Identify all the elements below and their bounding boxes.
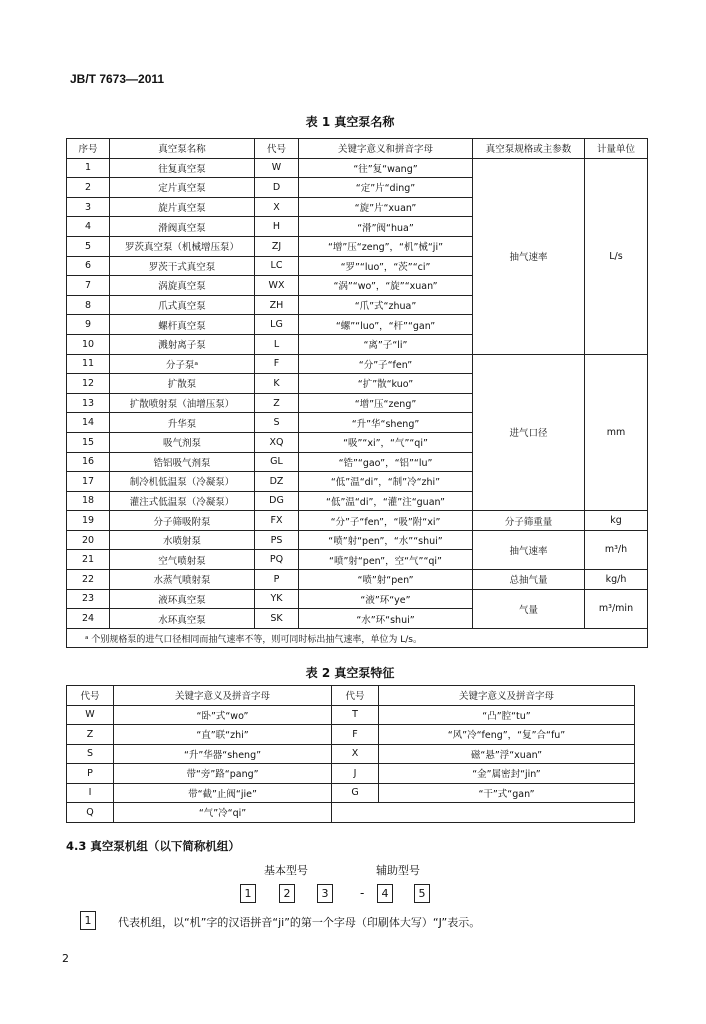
table1-cell: 9 — [67, 315, 110, 335]
table1-cell: FX — [255, 511, 299, 531]
table1-header-cell: 代号 — [255, 139, 299, 159]
model-box-4: 4 — [377, 884, 393, 903]
table1-cell: 19 — [67, 511, 110, 531]
table1-cell: 8 — [67, 295, 110, 315]
table1-param-cell: 抽气速率 — [473, 530, 585, 569]
table1-cell: 24 — [67, 609, 110, 629]
table1-cell: 分子泵ᵃ — [110, 354, 255, 374]
table1-cell: S — [255, 413, 299, 433]
table2-row — [67, 803, 635, 823]
table2-cell: “风”冷“feng”，“复”合“fu” — [379, 725, 635, 745]
table1-cell: 吸气剂泵 — [110, 432, 255, 452]
table1-cell: DZ — [255, 472, 299, 492]
table2-cell: 带“截”止阀“jie” — [114, 783, 332, 803]
table1-cell: 升华泵 — [110, 413, 255, 433]
table1-cell: 10 — [67, 334, 110, 354]
table1-cell: 5 — [67, 236, 110, 256]
table1-cell: “扩”散“kuo” — [299, 374, 473, 394]
table1-unit-cell: mm — [585, 354, 648, 511]
table1-cell: 1 — [67, 158, 110, 178]
page-number: 2 — [62, 952, 69, 965]
model-dash: - — [360, 886, 365, 900]
table1-cell: 制冷机低温泵（冷凝泵） — [110, 472, 255, 492]
table1-header-cell: 真空泵规格或主参数 — [473, 139, 585, 159]
table2-row — [67, 744, 635, 764]
table1-cell: 20 — [67, 530, 110, 550]
table1-cell: 罗茨真空泵（机械增压泵） — [110, 236, 255, 256]
table1-param-cell: 进气口径 — [473, 354, 585, 511]
table1-cell: 水蒸气喷射泵 — [110, 570, 255, 590]
table1-cell: SK — [255, 609, 299, 629]
table1-cell: “喷”射“pen”，空“气”“qi” — [299, 550, 473, 570]
table1-cell: P — [255, 570, 299, 590]
table2-cell: I — [67, 783, 114, 803]
table1-cell: “喷”射“pen”，“水”“shui” — [299, 530, 473, 550]
table2-row — [67, 725, 635, 745]
table2-cell: X — [332, 744, 379, 764]
table1-header-cell: 序号 — [67, 139, 110, 159]
table1-unit-cell: m³/h — [585, 530, 648, 569]
table1-cell: H — [255, 217, 299, 237]
table2-cell: “金”属密封“jin” — [379, 764, 635, 784]
table1-cell: “定”片“ding” — [299, 178, 473, 198]
table2-row — [67, 783, 635, 803]
table1-caption: 表 1 真空泵名称 — [305, 115, 395, 129]
table1-cell: “升”华“sheng” — [299, 413, 473, 433]
section-title: 4.3 真空泵机组（以下简称机组） — [66, 839, 240, 853]
table1-note-row — [67, 628, 648, 648]
table1-cell: “涡”“wo”，“旋”“xuan” — [299, 276, 473, 296]
model-box-3: 3 — [317, 884, 333, 903]
table1-cell: “锆”“gao”，“铝”“lu” — [299, 452, 473, 472]
table2-cell: Q — [67, 803, 114, 823]
table2-header-cell: 关键字意义及拼音字母 — [114, 686, 332, 706]
table1-cell: “滑”阀“hua” — [299, 217, 473, 237]
table1-cell: 21 — [67, 550, 110, 570]
table1-cell: “离”子“li” — [299, 334, 473, 354]
table1-cell: D — [255, 178, 299, 198]
table1-cell: 空气喷射泵 — [110, 550, 255, 570]
table1-cell: XQ — [255, 432, 299, 452]
table1-cell: 溅射离子泵 — [110, 334, 255, 354]
table1-row — [67, 589, 648, 609]
table1 — [66, 138, 648, 648]
table1-cell: “往”复“wang” — [299, 158, 473, 178]
table2-cell: “卧”式“wo” — [114, 705, 332, 725]
para-text: 代表机组，以“机”字的汉语拼音“ji”的第一个字母（印刷体大写）“J”表示。 — [118, 916, 481, 929]
table1-note: ᵃ 个别规格泵的进气口径相同而抽气速率不等，则可同时标出抽气速率，单位为 L/s。 — [67, 628, 648, 648]
table1-cell: 螺杆真空泵 — [110, 315, 255, 335]
table2 — [66, 685, 635, 823]
table1-cell: 17 — [67, 472, 110, 492]
aux-model-label: 辅助型号 — [376, 864, 420, 877]
table1-unit-cell: kg/h — [585, 570, 648, 590]
table1-cell: 扩散泵 — [110, 374, 255, 394]
table1-unit-cell: m³/min — [585, 589, 648, 628]
model-box-1: 1 — [240, 884, 256, 903]
table1-cell: 23 — [67, 589, 110, 609]
table1-cell: 18 — [67, 491, 110, 511]
table1-param-cell: 抽气速率 — [473, 158, 585, 354]
table1-cell: 22 — [67, 570, 110, 590]
table1-cell: Z — [255, 393, 299, 413]
table2-cell: T — [332, 705, 379, 725]
table1-cell: F — [255, 354, 299, 374]
table1-cell: 涡旋真空泵 — [110, 276, 255, 296]
table1-cell: “增”压“zeng”，“机”械“ji” — [299, 236, 473, 256]
table1-cell: W — [255, 158, 299, 178]
table1-cell: YK — [255, 589, 299, 609]
table1-row — [67, 158, 648, 178]
table1-cell: 13 — [67, 393, 110, 413]
table2-empty-cell — [332, 803, 635, 823]
table1-cell: 3 — [67, 197, 110, 217]
table1-cell: K — [255, 374, 299, 394]
table1-cell: 灌注式低温泵（冷凝泵） — [110, 491, 255, 511]
table2-cell: “凸”腔“tu” — [379, 705, 635, 725]
table1-cell: “低”温“di”，“制”冷“zhi” — [299, 472, 473, 492]
table1-cell: 旋片真空泵 — [110, 197, 255, 217]
table1-row — [67, 354, 648, 374]
table1-cell: 分子筛吸附泵 — [110, 511, 255, 531]
table2-header-cell: 关键字意义及拼音字母 — [379, 686, 635, 706]
table1-cell: PS — [255, 530, 299, 550]
table1-cell: WX — [255, 276, 299, 296]
table2-cell: “升”华器“sheng” — [114, 744, 332, 764]
table2-header-row — [67, 686, 635, 706]
table1-header-cell: 关键字意义和拼音字母 — [299, 139, 473, 159]
table1-cell: 锆铝吸气剂泵 — [110, 452, 255, 472]
table1-cell: 4 — [67, 217, 110, 237]
table1-cell: 水环真空泵 — [110, 609, 255, 629]
table2-header-cell: 代号 — [332, 686, 379, 706]
table1-cell: “水”环“shui” — [299, 609, 473, 629]
table1-cell: 滑阀真空泵 — [110, 217, 255, 237]
table1-cell: “低”温“di”，“灌”注“guan” — [299, 491, 473, 511]
table1-cell: DG — [255, 491, 299, 511]
table1-cell: LG — [255, 315, 299, 335]
table2-header-cell: 代号 — [67, 686, 114, 706]
table1-cell: 液环真空泵 — [110, 589, 255, 609]
table2-caption: 表 2 真空泵特征 — [305, 666, 395, 680]
table1-unit-cell: L/s — [585, 158, 648, 354]
table2-cell: “干”式“gan” — [379, 783, 635, 803]
table1-cell: “罗”“luo”，“茨”“ci” — [299, 256, 473, 276]
table1-row — [67, 511, 648, 531]
table1-cell: 罗茨干式真空泵 — [110, 256, 255, 276]
table1-unit-cell: kg — [585, 511, 648, 531]
basic-model-label: 基本型号 — [264, 864, 308, 877]
table2-cell: F — [332, 725, 379, 745]
model-box-2: 2 — [279, 884, 295, 903]
table1-cell: X — [255, 197, 299, 217]
table2-row — [67, 705, 635, 725]
table1-cell: PQ — [255, 550, 299, 570]
table1-cell: “分”子“fen” — [299, 354, 473, 374]
table1-cell: 扩散喷射泵（油增压泵） — [110, 393, 255, 413]
table1-cell: 16 — [67, 452, 110, 472]
table2-cell: 磁“悬”浮“xuan” — [379, 744, 635, 764]
table2-cell: G — [332, 783, 379, 803]
table1-row — [67, 570, 648, 590]
model-box-5: 5 — [414, 884, 430, 903]
para-box: 1 — [80, 911, 96, 930]
table1-header-cell: 计量单位 — [585, 139, 648, 159]
table1-cell: 往复真空泵 — [110, 158, 255, 178]
table1-cell: 定片真空泵 — [110, 178, 255, 198]
table1-cell: “爪”式“zhua” — [299, 295, 473, 315]
standard-code: JB/T 7673—2011 — [70, 72, 165, 86]
table1-cell: 11 — [67, 354, 110, 374]
table1-cell: 6 — [67, 256, 110, 276]
table1-param-cell: 气量 — [473, 589, 585, 628]
table1-cell: “分”子“fen”，“吸”附“xi” — [299, 511, 473, 531]
table1-row — [67, 530, 648, 550]
table2-cell: Z — [67, 725, 114, 745]
table1-cell: “液”环“ye” — [299, 589, 473, 609]
table1-header-cell: 真空泵名称 — [110, 139, 255, 159]
table1-cell: LC — [255, 256, 299, 276]
table1-cell: ZH — [255, 295, 299, 315]
table1-cell: 15 — [67, 432, 110, 452]
table2-cell: “直”联“zhi” — [114, 725, 332, 745]
table1-cell: 水喷射泵 — [110, 530, 255, 550]
table1-header-row — [67, 139, 648, 159]
table1-cell: 2 — [67, 178, 110, 198]
table1-cell: “旋”片“xuan” — [299, 197, 473, 217]
table1-param-cell: 总抽气量 — [473, 570, 585, 590]
table1-cell: “喷”射“pen” — [299, 570, 473, 590]
table1-cell: “吸”“xi”，“气”“qi” — [299, 432, 473, 452]
table1-param-cell: 分子筛重量 — [473, 511, 585, 531]
table2-cell: S — [67, 744, 114, 764]
table2-cell: 带“旁”路“pang” — [114, 764, 332, 784]
table1-cell: 14 — [67, 413, 110, 433]
table2-row — [67, 764, 635, 784]
table2-cell: “气”冷“qi” — [114, 803, 332, 823]
table2-cell: W — [67, 705, 114, 725]
table1-cell: L — [255, 334, 299, 354]
table1-cell: 爪式真空泵 — [110, 295, 255, 315]
table1-cell: ZJ — [255, 236, 299, 256]
table1-cell: 7 — [67, 276, 110, 296]
table1-cell: “螺”“luo”，“杆”“gan” — [299, 315, 473, 335]
table1-cell: GL — [255, 452, 299, 472]
table2-cell: J — [332, 764, 379, 784]
table1-cell: “增”压“zeng” — [299, 393, 473, 413]
table1-cell: 12 — [67, 374, 110, 394]
table2-cell: P — [67, 764, 114, 784]
